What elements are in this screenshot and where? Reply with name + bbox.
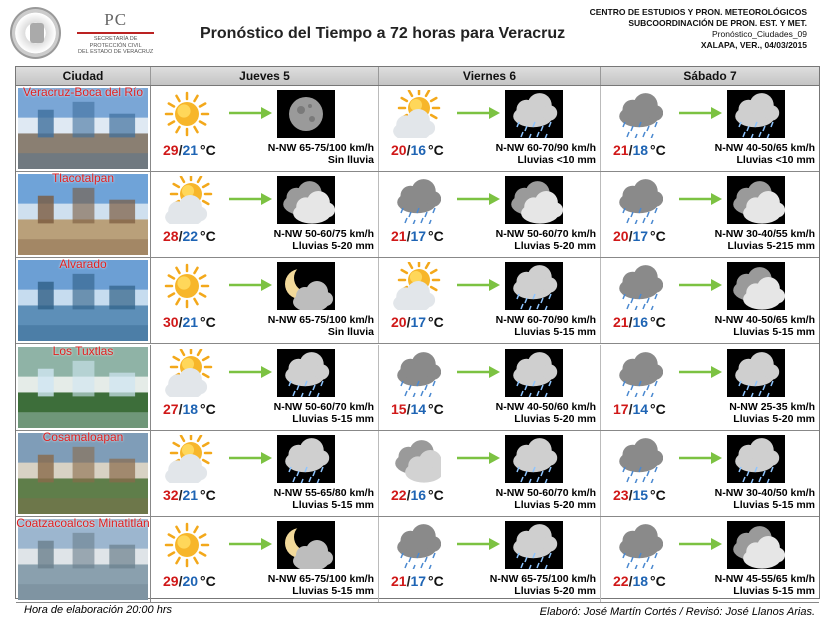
temp-min: 18 [632,573,649,589]
wind-forecast: N-NW 40-50/65 km/h [714,314,815,327]
forecast-cell [379,258,601,343]
forecast-cell [379,86,601,171]
arrow-right-icon [229,192,273,206]
rain-forecast: Lluvias 5-15 mm [292,585,374,597]
wind-forecast: N-NW 30-40/55 km/h [714,228,815,241]
column-header-city: Ciudad [16,67,151,85]
rain-forecast: Lluvias 5-15 mm [733,498,815,511]
arrow-right-icon [679,537,723,551]
forecast-cell [379,345,601,430]
temperature: 23/15 °C [613,486,666,503]
arrow-right-icon [679,278,723,292]
temperature: 20/16 °C [391,142,444,158]
pc-logo [71,10,160,56]
forecast-table [15,66,820,599]
forecast-cell [151,431,379,516]
rain-cloud-icon [611,521,663,569]
temp-max: 17 [613,400,629,417]
temperature: 22/16 °C [391,486,444,503]
rain-cloud-icon [389,521,441,569]
city-cell [16,345,151,430]
temp-max: 20 [613,228,629,245]
table-row [16,431,819,517]
temp-max: 21 [391,573,407,589]
city-photo [18,430,148,514]
rain-forecast: Lluvias 5-20 mm [514,498,596,511]
rain-cloud-icon [389,176,441,224]
rain-cloud-icon [611,262,663,310]
rain-cloud-icon [611,349,663,397]
temperature: 22/18 °C [613,573,666,589]
city-photo [18,519,148,600]
temp-min: 17 [632,228,649,245]
rain-forecast: Lluvias 5-15 mm [514,326,596,339]
wind-forecast: N-NW 50-60/70 km/h [495,486,596,499]
sunny-icon [161,262,213,310]
table-row [16,258,819,344]
temp-min: 16 [632,314,649,331]
temp-unit: °C [428,486,444,503]
rain-cloud-icon [611,176,663,224]
rain-forecast: Lluvias <10 mm [736,154,815,166]
forecast-cell [379,172,601,257]
wind-forecast: N-NW 60-70/90 km/h [495,142,596,154]
wind-forecast: N-NW 65-75/100 km/h [267,314,374,327]
city-cell [16,86,151,171]
temperature: 27/18 °C [163,400,216,417]
temp-unit: °C [650,142,666,158]
temp-unit: °C [650,573,666,589]
temp-max: 22 [613,573,629,589]
table-header [16,67,819,86]
arrow-right-icon [229,106,273,120]
issuer-line-2: SUBCOORDINACIÓN DE PRON. EST. Y MET. [628,18,807,28]
forecast-cell [601,345,819,430]
rain-forecast: Lluvias 5-20 mm [514,412,596,425]
temperature: 29/21 °C [163,142,216,158]
temp-max: 21 [613,142,629,158]
rain-forecast: Lluvias 5-15 mm [292,412,374,425]
rain-forecast: Lluvias <10 mm [517,154,596,166]
temp-unit: °C [650,314,666,331]
arrow-right-icon [457,537,501,551]
temp-max: 21 [613,314,629,331]
temp-min: 21 [182,142,199,158]
page-title: Pronóstico del Tiempo a 72 horas para Veracruz [200,25,566,42]
rain-forecast: Lluvias 5-20 mm [514,240,596,253]
temperature: 20/17 °C [613,228,666,245]
temp-unit: °C [428,142,444,158]
temp-unit: °C [650,486,666,503]
temp-min: 14 [632,400,649,417]
temperature: 30/21 °C [163,314,216,331]
forecast-cell [379,431,601,516]
forecast-cell [601,431,819,516]
wind-forecast: N-NW 30-40/50 km/h [714,486,815,499]
city-cell [16,258,151,343]
wind-forecast: N-NW 45-55/65 km/h [714,573,815,585]
arrow-right-icon [457,451,501,465]
temp-unit: °C [650,228,666,245]
pc-logo-line-2: PROTECCIÓN CIVIL [89,42,142,49]
temperature: 21/16 °C [613,314,666,331]
rain-cloud-icon [505,349,563,397]
temperature: 32/21 °C [163,486,216,503]
state-seal-icon [10,7,61,59]
temp-min: 17 [410,314,427,331]
city-name: Alvarado [59,258,107,272]
forecast-cell [601,517,819,602]
forecast-cell [151,172,379,257]
arrow-right-icon [679,365,723,379]
wind-forecast: N-NW 50-60/70 km/h [495,228,596,241]
wind-forecast: N-NW 50-60/70 km/h [273,400,374,413]
rain-cloud-icon [727,435,785,483]
arrow-right-icon [229,451,273,465]
arrow-right-icon [457,365,501,379]
sun-cloud-icon [161,435,213,483]
temperature: 28/22 °C [163,228,216,245]
arrow-right-icon [679,451,723,465]
temp-unit: °C [200,228,216,245]
wind-forecast: N-NW 25-35 km/h [729,400,815,413]
wind-forecast: N-NW 40-50/65 km/h [714,142,815,154]
column-header-day2: Viernes 6 [379,67,601,85]
column-header-day1: Jueves 5 [151,67,379,85]
city-name: Cosamaloapan [42,430,124,444]
table-row [16,517,819,603]
rain-forecast: Lluvias 5-15 mm [733,585,815,597]
pc-logo-line-3: DEL ESTADO DE VERACRUZ [78,49,154,56]
city-name: Coatzacoalcos Minatitlán [16,517,150,530]
wind-forecast: N-NW 50-60/75 km/h [273,228,374,241]
forecast-cell [151,517,379,602]
temp-max: 32 [163,486,179,503]
sun-cloud-icon [161,176,213,224]
temp-max: 27 [163,400,179,417]
rain-cloud-icon [505,90,563,138]
arrow-right-icon [229,365,273,379]
temp-max: 23 [613,486,629,503]
forecast-cell [379,517,601,602]
city-name: Los Tuxtlas [52,344,114,358]
temp-max: 15 [391,400,407,417]
rain-cloud-icon [727,90,785,138]
temp-min: 15 [632,486,649,503]
city-photo [18,88,148,169]
temp-min: 18 [182,400,199,417]
city-cell [16,431,151,516]
city-photo [18,344,148,428]
cloudy-icon [277,176,335,224]
temp-min: 16 [410,142,427,158]
sun-cloud-icon [389,262,441,310]
wind-forecast: N-NW 40-50/60 km/h [495,400,596,413]
city-name: Tlacotalpan [51,172,115,186]
temp-min: 18 [632,142,649,158]
city-cell [16,172,151,257]
temp-min: 21 [182,314,199,331]
sun-cloud-icon [161,349,213,397]
rain-cloud-icon [611,90,663,138]
temp-max: 20 [391,142,407,158]
temp-min: 22 [182,228,199,245]
rain-forecast: Lluvias 5-215 mm [727,240,815,253]
wind-forecast: N-NW 60-70/90 km/h [495,314,596,327]
column-header-day3: Sábado 7 [683,69,737,83]
rain-forecast: Sin lluvia [327,326,374,339]
temp-max: 29 [163,142,179,158]
temperature: 29/20 °C [163,573,216,589]
pc-logo-line-1: SECRETARÍA DE [93,36,138,43]
temp-unit: °C [200,400,216,417]
rain-forecast: Lluvias 5-15 mm [733,326,815,339]
rain-forecast: Sin lluvia [327,154,374,166]
cloudy-icon [727,262,785,310]
temp-max: 22 [391,486,407,503]
temperature: 21/18 °C [613,142,666,158]
temp-unit: °C [650,400,666,417]
temperature: 15/14 °C [391,400,444,417]
rain-cloud-icon [727,349,785,397]
temp-min: 17 [410,228,427,245]
table-row [16,86,819,172]
temp-unit: °C [428,314,444,331]
forecast-cell [151,258,379,343]
temp-max: 29 [163,573,179,589]
credits: Elaboró: José Martín Cortés / Revisó: José Llanos Arias. [539,606,815,618]
temperature: 20/17 °C [391,314,444,331]
forecast-cell [601,172,819,257]
rain-forecast: Lluvias 5-20 mm [733,412,815,425]
rain-cloud-icon [505,262,563,310]
wind-forecast: N-NW 65-75/100 km/h [267,573,374,585]
forecast-cell [151,345,379,430]
forecast-cell [151,86,379,171]
temperature: 21/17 °C [391,573,444,589]
temp-min: 17 [410,573,427,589]
temp-min: 16 [410,486,427,503]
rain-forecast: Lluvias 5-20 mm [514,585,596,597]
moon-cloud-icon [277,521,335,569]
rain-forecast: Lluvias 5-15 mm [292,498,374,511]
temp-min: 20 [182,573,199,589]
cloudy-icon [389,435,441,483]
sunny-icon [161,90,213,138]
wind-forecast: N-NW 55-65/80 km/h [273,486,374,499]
wind-forecast: N-NW 65-75/100 km/h [267,142,374,154]
temperature: 21/17 °C [391,228,444,245]
city-cell [16,517,151,602]
pc-logo-title: PC [104,10,128,30]
temp-unit: °C [200,486,216,503]
arrow-right-icon [457,106,501,120]
temp-max: 28 [163,228,179,245]
temp-unit: °C [200,573,216,589]
table-row [16,172,819,258]
cloudy-icon [727,176,785,224]
arrow-right-icon [457,278,501,292]
temp-max: 21 [391,228,407,245]
temp-unit: °C [428,573,444,589]
logo-block [10,6,160,60]
forecast-cell [601,258,819,343]
moon-cloud-icon [277,262,335,310]
temp-max: 30 [163,314,179,331]
rain-cloud-icon [389,349,441,397]
temp-unit: °C [200,314,216,331]
issuer-line-3: Pronóstico_Ciudades_09 [712,29,807,39]
issuer-line-4: XALAPA, VER., 04/03/2015 [700,40,807,50]
issuer-line-1: CENTRO DE ESTUDIOS Y PRON. METEOROLÓGICOS [589,7,807,17]
temp-unit: °C [428,400,444,417]
issuer-block [590,7,807,51]
temp-min: 21 [182,486,199,503]
city-name: Veracruz-Boca del Río [22,86,144,99]
table-row [16,345,819,431]
rain-cloud-icon [611,435,663,483]
arrow-right-icon [679,192,723,206]
temperature: 17/14 °C [613,400,666,417]
temp-min: 14 [410,400,427,417]
temp-unit: °C [428,228,444,245]
sun-cloud-icon [389,90,441,138]
rain-forecast: Lluvias 5-20 mm [292,240,374,253]
arrow-right-icon [457,192,501,206]
arrow-right-icon [229,278,273,292]
temp-max: 20 [391,314,407,331]
city-photo [18,174,148,255]
cloudy-icon [727,521,785,569]
temp-unit: °C [200,142,216,158]
rain-cloud-icon [505,435,563,483]
arrow-right-icon [679,106,723,120]
forecast-cell [601,86,819,171]
arrow-right-icon [229,537,273,551]
wind-forecast: N-NW 65-75/100 km/h [489,573,596,585]
rain-cloud-icon [277,435,335,483]
sunny-icon [161,521,213,569]
elaboration-time: Hora de elaboración 20:00 hrs [24,604,172,616]
full-moon-icon [277,90,335,138]
city-photo [18,260,148,341]
cloudy-icon [505,176,563,224]
rain-cloud-icon [277,349,335,397]
rain-cloud-icon [505,521,563,569]
